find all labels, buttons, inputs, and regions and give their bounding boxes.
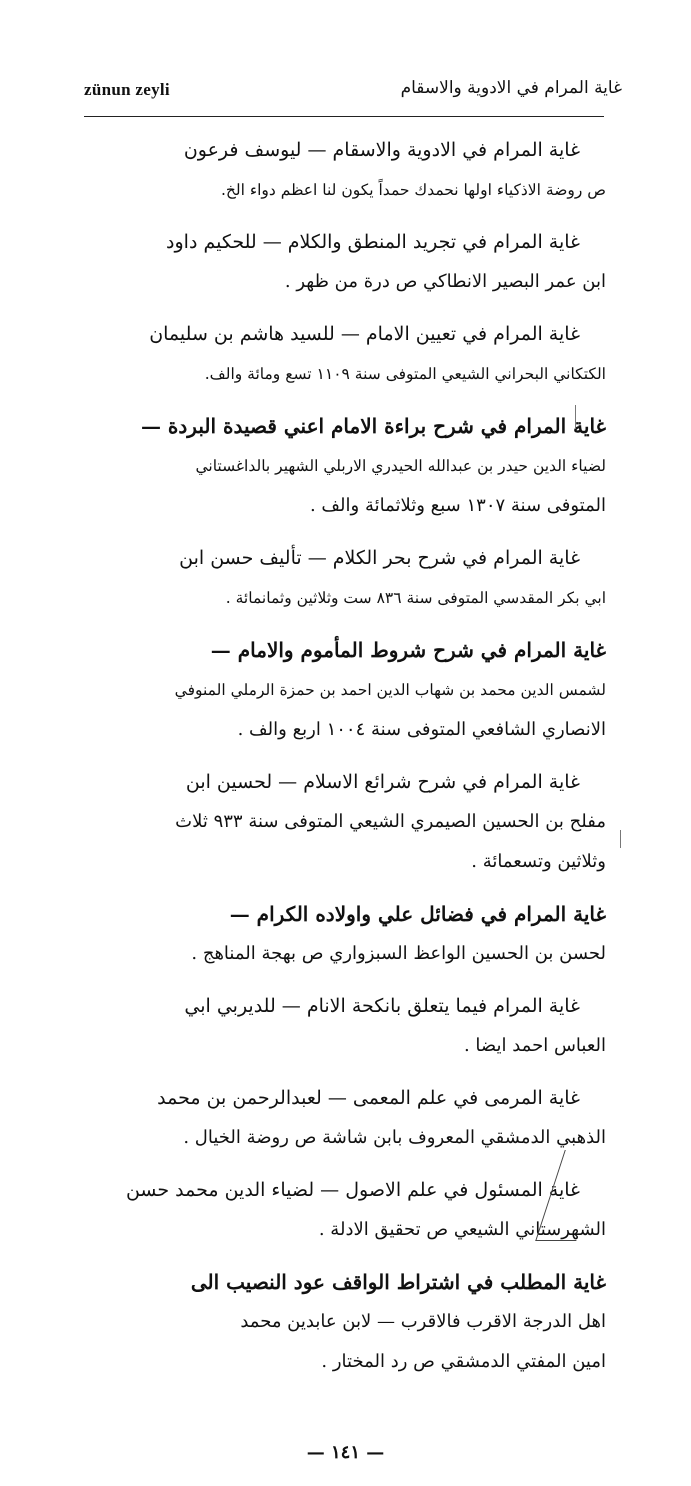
entry-title-line: غاية المرام في شرح شروط المأموم والامام — xyxy=(210,638,606,662)
header-latin-title: zünun zeyli xyxy=(84,80,170,99)
header-rule xyxy=(84,116,604,117)
entry-title-line: غاية المسئول في علم الاصول — لضياء الدين محمد حسن xyxy=(125,1179,580,1201)
entry-detail-line: اهل الدرجة الاقرب فالاقرب — لابن عابدين محمد xyxy=(240,1311,606,1332)
bibliography-entry xyxy=(98,406,606,526)
entry-detail-line: الكتكاني البحراني الشيعي المتوفى سنة ١١٠٩ تسع ومائة والف. xyxy=(204,365,606,383)
entry-detail-line: المتوفى سنة ١٣٠٧ سبع وثلاثمائة والف . xyxy=(309,495,606,516)
entry-detail-line: الانصاري الشافعي المتوفى سنة ١٠٠٤ اربع والف . xyxy=(237,719,606,740)
entry-detail-line: العباس احمد ايضا . xyxy=(463,1035,606,1056)
entry-detail-line: لحسن بن الحسين الواعظ السبزواري ص بهجة المناهج . xyxy=(191,943,606,964)
entry-title-line: غاية المرام في شرح بحر الكلام — تأليف حسن ابن xyxy=(179,547,580,569)
bibliography-entry xyxy=(98,1170,606,1250)
entry-title-line: غاية المرام في فضائل علي واولاده الكرام — xyxy=(229,902,606,926)
entry-detail-line: الذهبي الدمشقي المعروف بابن شاشة ص روضة الخيال . xyxy=(183,1127,606,1148)
entry-detail-line: ابي بكر المقدسي المتوفى سنة ٨٣٦ ست وثلاثين وثمانمائة . xyxy=(225,589,606,607)
entry-detail-line: ابن عمر البصير الانطاكي ص درة من ظهر . xyxy=(284,271,606,292)
bibliography-entry xyxy=(98,986,606,1066)
entry-detail-line: ص روضة الاذكياء اولها نحمدك حمداً يكون لنا اعظم دواء الخ. xyxy=(220,181,606,199)
entry-title-line: غاية المرام في تجريد المنطق والكلام — للحكيم داود xyxy=(166,231,580,253)
page-number: — ١٤١ — xyxy=(306,1442,385,1463)
entries-column xyxy=(98,130,606,1394)
entry-detail-line: الشهرستاني الشيعي ص تحقيق الادلة . xyxy=(318,1219,606,1240)
page-header xyxy=(70,78,622,108)
margin-mark xyxy=(575,405,576,429)
bibliography-entry xyxy=(98,630,606,750)
bibliography-entry xyxy=(98,1078,606,1158)
entry-title-line: غاية المرام في الادوية والاسقام — ليوسف فرعون xyxy=(183,139,580,161)
bibliography-entry xyxy=(98,1262,606,1382)
entry-title-line: غاية المرمى في علم المعمى — لعبدالرحمن بن محمد xyxy=(157,1087,580,1109)
entry-title-line: غاية المرام في شرح شرائع الاسلام — لحسين ابن xyxy=(185,771,580,793)
entry-title-line: غاية المرام فيما يتعلق بانكحة الانام — للديربي ابي xyxy=(184,995,580,1017)
bibliography-entry xyxy=(98,130,606,210)
header-arabic-title: غاية المرام في الادوية والاسقام xyxy=(400,78,622,98)
entry-title-line: غاية المرام في تعيين الامام — للسيد هاشم بن سليمان xyxy=(149,323,580,345)
margin-mark xyxy=(620,830,621,848)
entry-detail-line: لضياء الدين حيدر بن عبدالله الحيدري الاربلي الشهير بالداغستاني xyxy=(195,457,606,475)
entry-detail-line: امين المفتي الدمشقي ص رد المختار . xyxy=(321,1351,606,1372)
entry-detail-line: مفلح بن الحسين الصيمري الشيعي المتوفى سنة ٩٣٣ ثلاث xyxy=(175,811,606,832)
entry-title-line: غاية المرام في شرح براءة الامام اعني قصيدة البردة — xyxy=(140,414,606,438)
bibliography-entry xyxy=(98,222,606,302)
entry-detail-line: وثلاثين وتسعمائة . xyxy=(471,851,606,872)
bibliography-entry xyxy=(98,762,606,882)
bibliography-entry xyxy=(98,894,606,974)
bibliography-entry xyxy=(98,314,606,394)
entry-title-line: غاية المطلب في اشتراط الواقف عود النصيب الى xyxy=(190,1270,606,1294)
bibliography-entry xyxy=(98,538,606,618)
entry-detail-line: لشمس الدين محمد بن شهاب الدين احمد بن حمزة الرملي المنوفي xyxy=(174,681,606,699)
